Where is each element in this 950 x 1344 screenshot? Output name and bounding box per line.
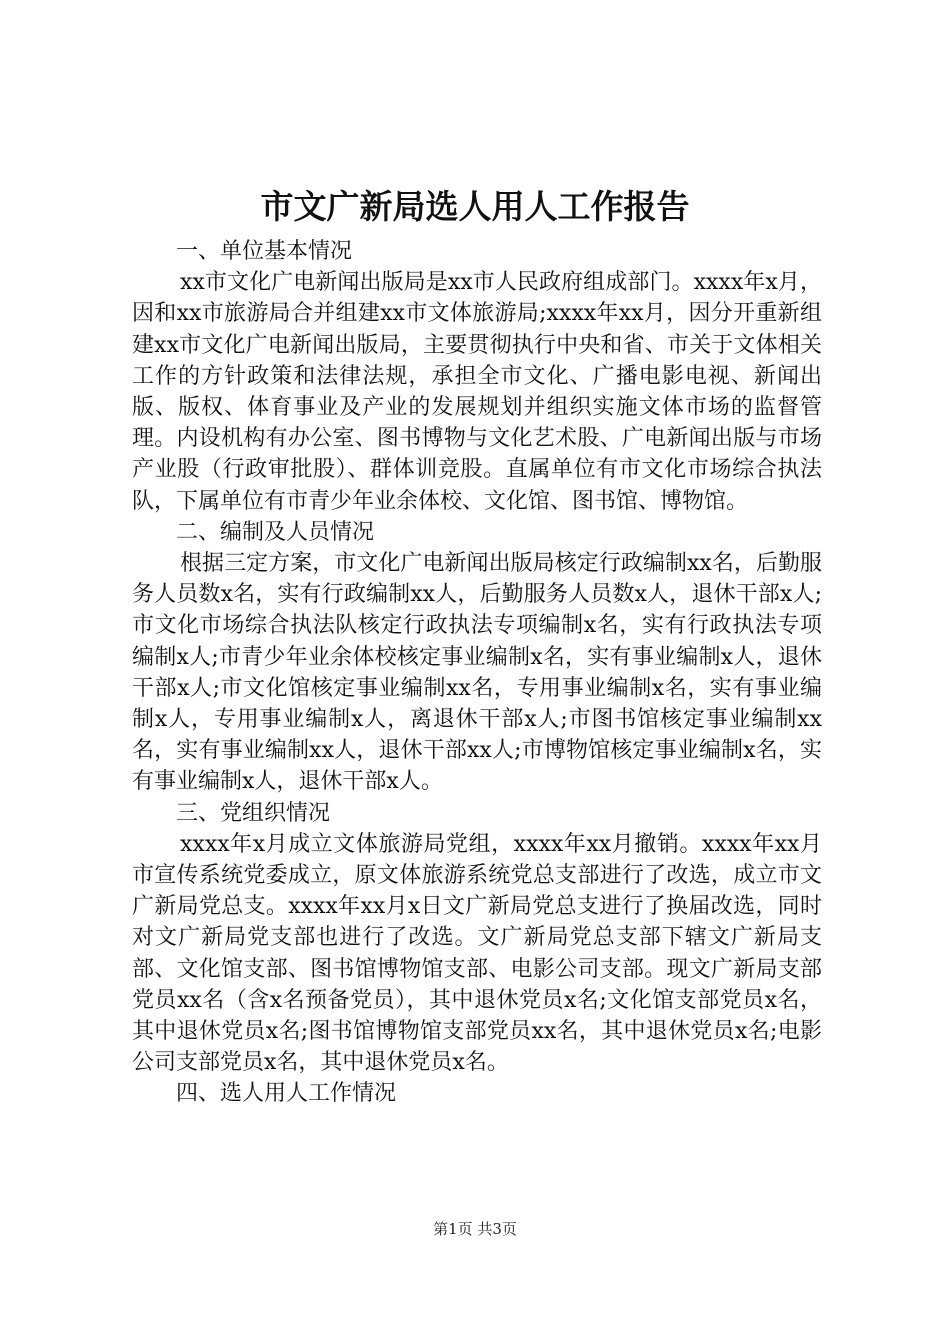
section-heading-basic-info: 一、单位基本情况 (176, 239, 353, 264)
document-body (132, 236, 822, 1110)
section-heading-party: 三、党组织情况 (176, 800, 331, 826)
section-text-staffing: 根据三定方案，市文化广电新闻出版局核定行政编制xx名，后勤服务人员数x名，实有行政编制xx人，后勤服务人员数x人，退休干部x人;市文化市场综合执法队核定行政执法专项编制x名，实有行政执法专项编制x人;市青少年业余体校核定事业编制x名，实有事业编制x人，退休干部x人;市文化馆核定事业编制xx名，专用事业编制x名，实有事业编制x人，专用事业编制x人，离退休干部x人;市图书馆核定事业编制xx名，实有事业编制xx人，退休干部xx人;市博物馆核定事业编制x名，实有事业编制x人，退休干部x人。 (132, 551, 822, 795)
page-number: 第1页 共3页 (433, 1220, 517, 1238)
document-title: 市文广新局选人用人工作报告 (260, 187, 690, 226)
section-heading-staffing: 二、编制及人员情况 (176, 519, 375, 545)
section-text-party: xxxx年x月成立文体旅游局党组，xxxx年xx月撤销。xxxx年xx月市宣传系统党委成立，原文体旅游系统党总支部进行了改选，成立市文广新局党总支。xxxx年xx月x日文广新局党总支进行了换届改选，同时对文广新局党支部也进行了改选。文广新局党总支部下辖文广新局支部、文化馆支部、图书馆博物馆支部、电影公司支部。现文广新局支部党员xx名（含x名预备党员），其中退休党员x名;文化馆支部党员x名，其中退休党员x名;图书馆博物馆支部党员xx名，其中退休党员x名;电影公司支部党员x名，其中退休党员x名。 (132, 831, 822, 1076)
section-heading-selection: 四、选人用人工作情况 (176, 1081, 397, 1107)
section-text-basic-info: xx市文化广电新闻出版局是xx市人民政府组成部门。xxxx年x月，因和xx市旅游局合并组建xx市文体旅游局;xxxx年xx月，因分开重新组建xx市文化广电新闻出版局，主要贯彻执行中央和省、市关于文体相关工作的方针政策和法律法规，承担全市文化、广播电影电视、新闻出版、版权、体育事业及产业的发展规划并组织实施文体市场的监督管理。内设机构有办公室、图书博物与文化艺术股、广电新闻出版与市场产业股（行政审批股）、群体训竞股。直属单位有市文化市场综合执法队，下属单位有市青少年业余体校、文化馆、图书馆、博物馆。 (132, 270, 822, 514)
